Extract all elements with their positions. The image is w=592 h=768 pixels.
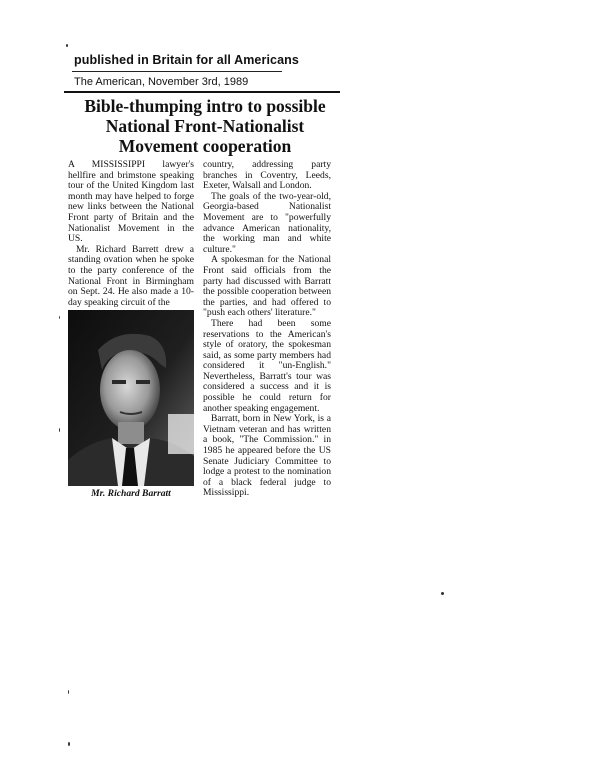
dateline: The American, November 3rd, 1989	[74, 76, 249, 88]
article-column-right	[203, 160, 331, 499]
masthead: published in Britain for all Americans	[74, 53, 299, 67]
headline-line-2: National Front-Nationalist	[105, 116, 305, 136]
article-column-left	[68, 160, 194, 308]
article-paragraph: country, addressing party branches in Coventry, Leeds, Exeter, Walsall and London.	[203, 159, 331, 192]
scan-speck	[68, 690, 69, 694]
article-paragraph: Mr. Richard Barrett drew a standing ovation when he spoke to the party conference of the National Front in Birmingham on Sept. 24. He also made a 10-day speaking circuit of the	[68, 243, 194, 308]
headline-line-1: Bible-thumping intro to possible	[84, 96, 326, 116]
article-paragraph: The goals of the two-year-old, Georgia-based Nationalist Movement are to "powerfully advance American nationality, the working man and white culture."	[203, 190, 331, 255]
scan-speck	[59, 316, 60, 319]
article-paragraph: A spokesman for the National Front said officials from the party had discussed with Barratt the possible cooperation between the parties, and had offered to "push each others' literature."	[203, 254, 331, 319]
portrait-photo	[68, 310, 194, 486]
portrait-illustration	[68, 310, 194, 486]
article-paragraph: Barratt, born in New York, is a Vietnam veteran and has written a book, "The Commission." in 1985 he appeared before the US Senate Judiciary Committee to lodge a protest to the nomination of a black federal judge to Mississippi.	[203, 413, 331, 499]
scan-speck	[68, 742, 70, 746]
headline	[60, 96, 350, 156]
scan-speck	[441, 592, 444, 595]
scan-speck	[66, 44, 68, 47]
article-paragraph: There had been some reservations to the American's style of oratory, the spokesman said, as some party members had considered it "un-English." Nevertheless, Barratt's tour was considered a success and it is possible he could return for another speaking engagement.	[203, 317, 331, 414]
headline-rule	[64, 91, 340, 93]
photo-caption: Mr. Richard Barratt	[91, 488, 171, 499]
article-paragraph: A MISSISSIPPI lawyer's hellfire and brimstone speaking tour of the United Kingdom last month may have helped to forge new links between the National Front party of Britain and the Nationalist Movement in the US.	[68, 159, 194, 245]
masthead-rule	[72, 71, 282, 72]
headline-line-3: Movement cooperation	[118, 136, 292, 156]
scan-speck	[59, 428, 60, 432]
